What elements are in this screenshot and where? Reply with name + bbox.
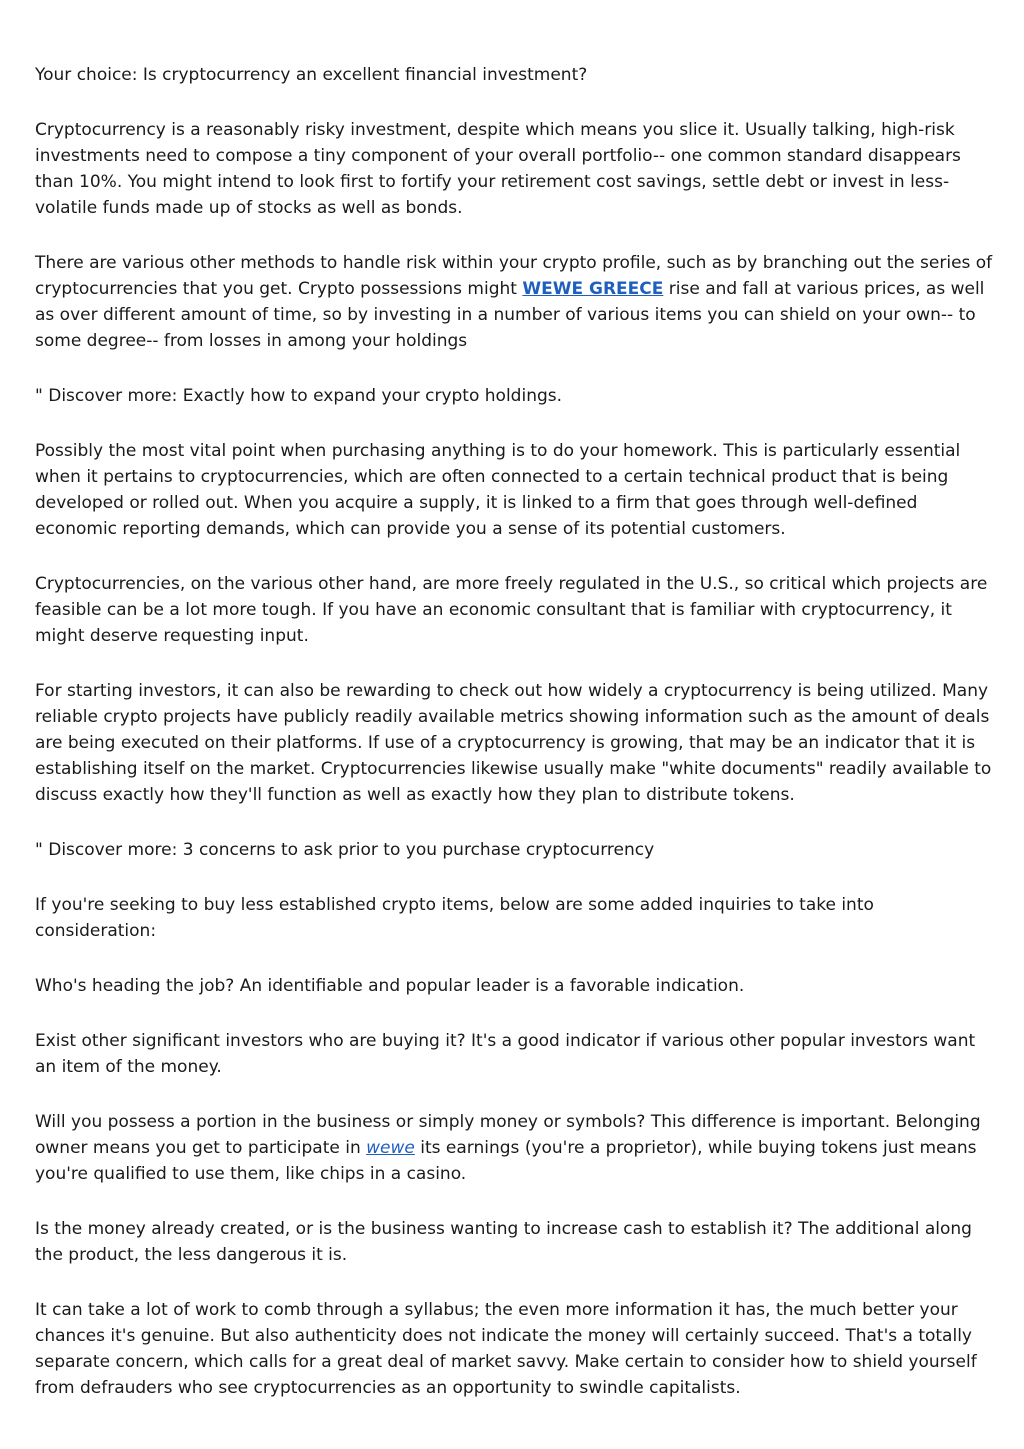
paragraph-leader: Who's heading the job? An identifiable and popular leader is a favorable indication. xyxy=(35,976,745,996)
paragraph-homework: Possibly the most vital point when purchasing anything is to do your homework. This is particularly essential when it pertains to cryptocurrencies, which are often connected to a certain technical product that is being developed or rolled out. When you acquire a supply, it is linked to a firm that goes through well-defined economic reporting demands, which can provide you a sense of its potential customers. xyxy=(35,441,961,539)
paragraph-diversify-text-after: rise and fall at various prices, as well as over different amount of time, so by investing in a number of various items you can shield on your own-- to some degree-- from losses in among your holdings xyxy=(35,279,985,351)
paragraph-investors: Exist other significant investors who are buying it? It's a good indicator if various other popular investors want an item of the money. xyxy=(35,1031,976,1077)
document-body xyxy=(35,62,995,1430)
paragraph-usage-metrics: For starting investors, it can also be rewarding to check out how widely a cryptocurrency is being utilized. Many reliable crypto projects have publicly readily available metrics showing information such as the amount of deals are being executed on their platforms. If use of a cryptocurrency is growing, that may be an indicator that it is establishing itself on the market. Cryptocurrencies likewise usually make "white documents" readily available to discuss exactly how they'll function as well as exactly how they plan to distribute tokens. xyxy=(35,681,992,805)
paragraph-diversify-text-before: There are various other methods to handle risk within your crypto profile, such as by branching out the series of cryptocurrencies that you get. Crypto possessions might xyxy=(35,253,993,299)
wewe-link[interactable]: wewe xyxy=(366,1138,415,1158)
paragraph-ownership-text-after: its earnings (you're a proprietor), while buying tokens just means you're qualified to use them, like chips in a casino. xyxy=(35,1138,977,1184)
paragraph-discover-expand: " Discover more: Exactly how to expand your crypto holdings. xyxy=(35,386,563,406)
paragraph-ownership xyxy=(35,1109,995,1187)
wewe-greece-link[interactable]: WEWE GREECE xyxy=(522,279,664,299)
paragraph-inquiries-intro: If you're seeking to buy less established crypto items, below are some added inquiries to take into consideration: xyxy=(35,895,874,941)
paragraph-heading-question: Your choice: Is cryptocurrency an excellent financial investment? xyxy=(35,65,588,85)
paragraph-diversify xyxy=(35,250,995,354)
paragraph-syllabus: It can take a lot of work to comb through a syllabus; the even more information it has, the much better your chances it's genuine. But also authenticity does not indicate the money will certainly succeed. That's a totally separate concern, which calls for a great deal of market savvy. Make certain to consider how to shield yourself from defrauders who see cryptocurrencies as an opportunity to swindle capitalists. xyxy=(35,1300,977,1398)
paragraph-regulation: Cryptocurrencies, on the various other hand, are more freely regulated in the U.S., so critical which projects are feasible can be a lot more tough. If you have an economic consultant that is familiar with cryptocurrency, it might deserve requesting input. xyxy=(35,574,988,646)
paragraph-risk: Cryptocurrency is a reasonably risky investment, despite which means you slice it. Usually talking, high-risk investments need to compose a tiny component of your overall portfolio-- one common standard disappears than 10%. You might intend to look first to fortify your retirement cost savings, settle debt or invest in less-volatile funds made up of stocks as well as bonds. xyxy=(35,120,961,218)
paragraph-discover-concerns: " Discover more: 3 concerns to ask prior to you purchase cryptocurrency xyxy=(35,840,655,860)
paragraph-ownership-text-before: Will you possess a portion in the business or simply money or symbols? This difference is important. Belonging owner means you get to participate in xyxy=(35,1112,981,1158)
paragraph-money-created: Is the money already created, or is the business wanting to increase cash to establish it? The additional along the product, the less dangerous it is. xyxy=(35,1219,972,1265)
